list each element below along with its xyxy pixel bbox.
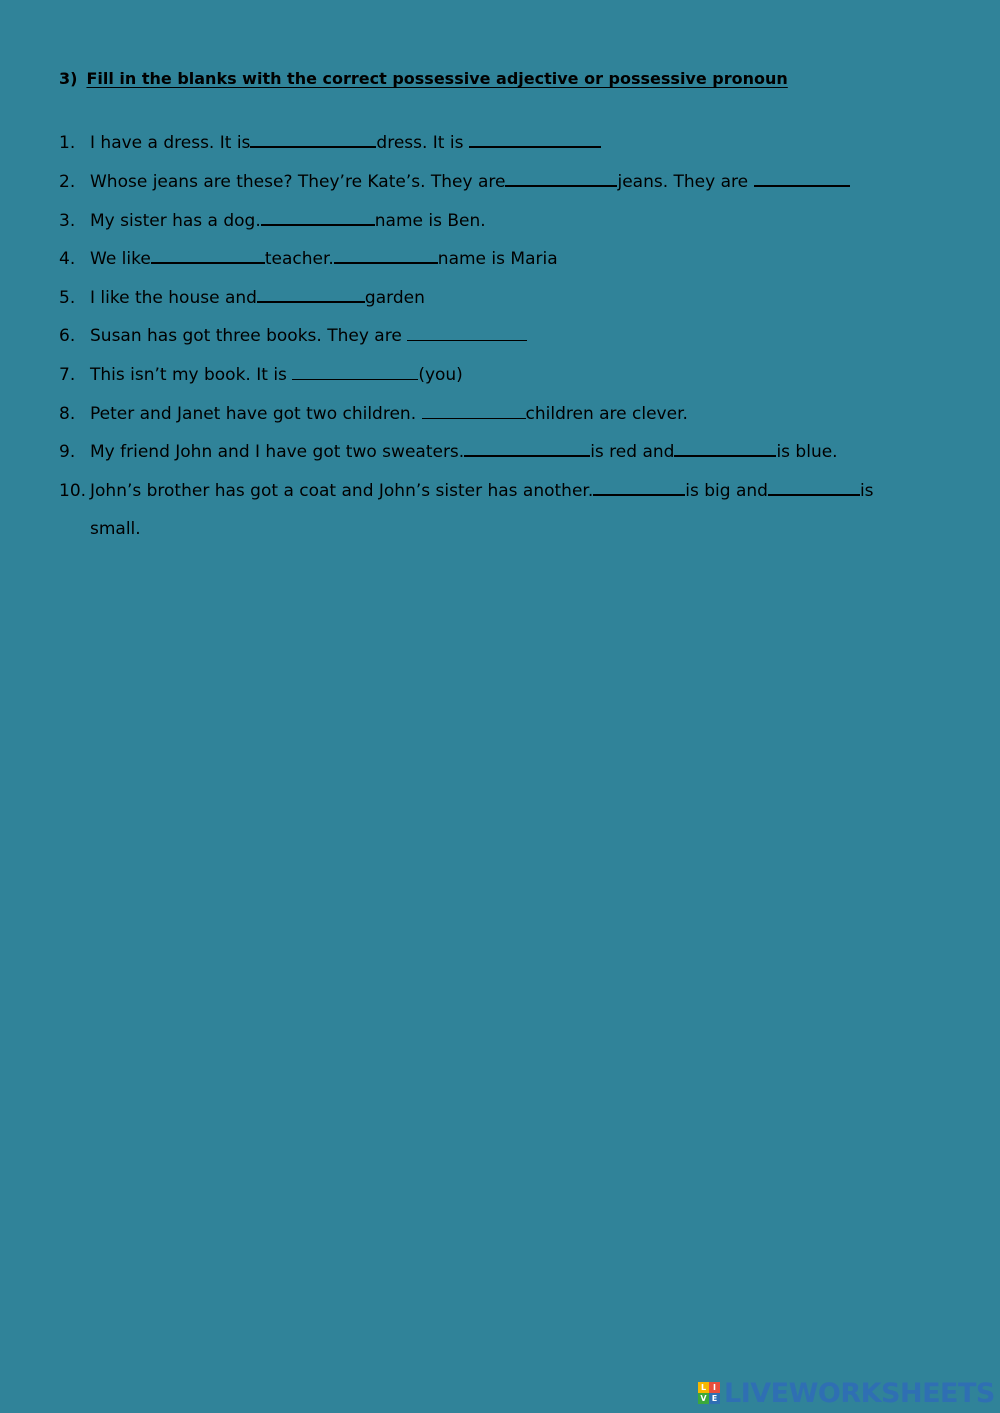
liveworksheets-logo	[698, 1378, 995, 1408]
question-6	[59, 325, 527, 347]
question-number: 4.	[59, 249, 76, 269]
answer-blank[interactable]	[593, 480, 685, 496]
logo-mark-letter: V	[698, 1393, 709, 1404]
question-text: My sister has a dog.	[90, 211, 261, 231]
answer-blank[interactable]	[422, 404, 526, 419]
question-text: is red and	[590, 442, 675, 462]
answer-blank[interactable]	[768, 480, 860, 496]
question-1	[59, 132, 601, 154]
answer-blank[interactable]	[754, 171, 850, 187]
question-2	[59, 171, 850, 193]
answer-blank[interactable]	[261, 210, 375, 226]
question-text: dress. It is	[376, 133, 464, 153]
question-number: 8.	[59, 404, 76, 424]
question-text: is	[859, 481, 874, 501]
answer-blank[interactable]	[257, 287, 365, 303]
answer-blank[interactable]	[151, 248, 265, 264]
answer-blank[interactable]	[505, 171, 617, 187]
question-text: jeans. They are	[617, 172, 749, 192]
question-text: I like the house and	[90, 288, 257, 308]
question-text: John’s brother has got a coat and John’s sister has another.	[90, 481, 594, 501]
question-text: name is Ben.	[374, 211, 486, 231]
question-4	[59, 248, 558, 270]
question-number: 6.	[59, 326, 76, 346]
question-text: name is Maria	[437, 249, 558, 269]
answer-blank[interactable]	[407, 326, 527, 341]
question-10-continuation: small.	[90, 519, 141, 539]
exercise-instructions: Fill in the blanks with the correct possessive adjective or possessive pronoun	[86, 69, 788, 88]
question-text: I have a dress. It is	[90, 133, 251, 153]
question-number: 5.	[59, 288, 76, 308]
logo-text: LIVEWORKSHEETS	[724, 1377, 995, 1409]
logo-mark-icon	[698, 1382, 720, 1404]
question-text: Whose jeans are these? They’re Kate’s. They are	[90, 172, 506, 192]
exercise-heading	[59, 69, 788, 88]
exercise-number: 3)	[59, 69, 78, 88]
question-text: This isn’t my book. It is	[90, 365, 287, 385]
answer-blank[interactable]	[334, 248, 438, 264]
logo-mark-letter: I	[709, 1382, 720, 1393]
question-10	[59, 480, 874, 502]
question-number: 3.	[59, 211, 76, 231]
question-number: 7.	[59, 365, 76, 385]
question-text: Susan has got three books. They are	[90, 326, 402, 346]
question-text: (you)	[418, 365, 463, 385]
question-7	[59, 364, 463, 386]
question-number: 9.	[59, 442, 76, 462]
question-8	[59, 403, 688, 425]
question-text: We like	[90, 249, 151, 269]
question-number: 10.	[59, 481, 87, 501]
answer-blank[interactable]	[469, 132, 601, 148]
question-text: garden	[364, 288, 425, 308]
question-number: 2.	[59, 172, 76, 192]
answer-blank[interactable]	[464, 441, 590, 457]
answer-blank[interactable]	[292, 365, 418, 380]
question-text: is big and	[685, 481, 768, 501]
question-3	[59, 210, 486, 232]
question-5	[59, 287, 425, 309]
question-text: children are clever.	[525, 404, 688, 424]
question-number: 1.	[59, 133, 76, 153]
logo-mark-letter: E	[709, 1393, 720, 1404]
answer-blank[interactable]	[674, 441, 776, 457]
question-9	[59, 441, 838, 463]
question-text: My friend John and I have got two sweaters.	[90, 442, 465, 462]
question-text: Peter and Janet have got two children.	[90, 404, 417, 424]
answer-blank[interactable]	[250, 132, 376, 148]
logo-mark-letter: L	[698, 1382, 709, 1393]
question-text: is blue.	[776, 442, 838, 462]
question-text: teacher.	[264, 249, 334, 269]
